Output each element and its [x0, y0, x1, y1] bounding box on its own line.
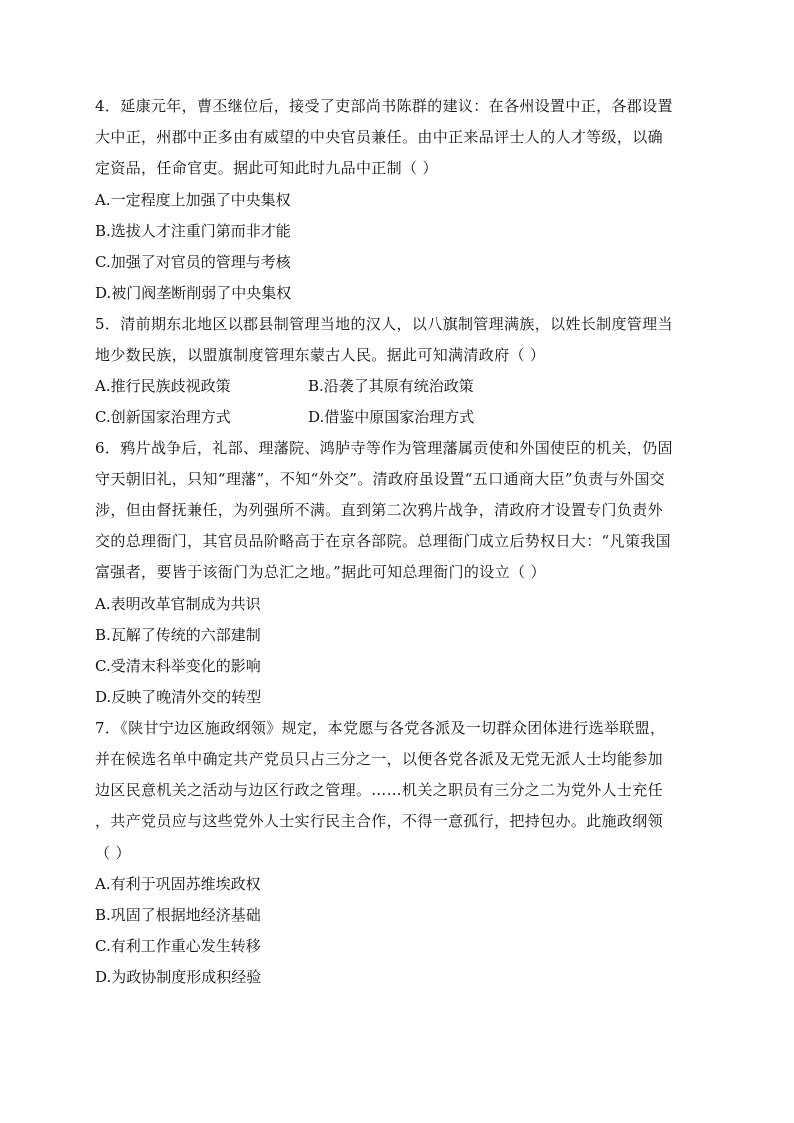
- question-7-option-c[interactable]: C.有利工作重心发生转移: [95, 937, 261, 955]
- question-7-stem-line-3: 边区民意机关之活动与边区行政之管理。……机关之职员有三分之二为党外人士充任: [95, 781, 663, 799]
- question-7-option-a[interactable]: A.有利于巩固苏维埃政权: [95, 875, 261, 893]
- question-5-option-a[interactable]: A.推行民族歧视政策: [95, 377, 231, 395]
- question-6-stem-line-4: 交的总理衙门，其官员品阶略高于在京各部院。总理衙门成立后势权日大：“凡策我国: [95, 532, 671, 550]
- question-7-stem-line-2: 并在候选名单中确定共产党员只占三分之一，以便各党各派及无党无派人士均能参加: [95, 750, 663, 768]
- question-6-stem-line-5: 富强者，要皆于该衙门为总汇之地。”据此可知总理衙门的设立（ ）: [95, 563, 546, 581]
- question-7-stem-line-4: ，共产党员应与这些党外人士实行民主合作，不得一意孤行，把持包办。此施政纲领: [95, 812, 663, 830]
- question-4-option-c[interactable]: C.加强了对官员的管理与考核: [95, 253, 291, 271]
- question-4-stem-line-3: 定资品，任命官吏。据此可知此时九品中正制（ ）: [95, 159, 438, 177]
- question-6-option-b[interactable]: B.瓦解了传统的六部建制: [95, 626, 261, 644]
- question-6-option-c[interactable]: C.受清末科举变化的影响: [95, 657, 261, 675]
- question-4-option-a[interactable]: A.一定程度上加强了中央集权: [95, 191, 291, 209]
- question-7-stem-line-1: 7．《陕甘宁边区施政纲领》规定，本党愿与各党各派及一切群众团体进行选举联盟，: [95, 719, 666, 737]
- question-7-stem-line-5: （ ）: [95, 844, 131, 862]
- question-6-option-a[interactable]: A.表明改革官制成为共识: [95, 595, 261, 613]
- question-5-stem-line-1: 5．清前期东北地区以郡县制管理当地的汉人，以八旗制管理满族，以姓长制度管理当: [95, 315, 673, 333]
- question-5-option-d[interactable]: D.借鉴中原国家治理方式: [308, 408, 475, 426]
- question-6-stem-line-3: 涉，但由督抚兼任，为列强所不满。直到第二次鸦片战争，清政府才设置专门负责外: [95, 501, 663, 519]
- question-4-stem-line-2: 大中正，州郡中正多由有威望的中央官员兼任。由中正来品评士人的人才等级，以确: [95, 128, 663, 146]
- question-6-option-d[interactable]: D.反映了晚清外交的转型: [95, 688, 262, 706]
- question-4-stem-line-1: 4．延康元年，曹丕继位后，接受了吏部尚书陈群的建议：在各州设置中正，各郡设置: [95, 97, 673, 115]
- question-6-stem-line-1: 6．鸦片战争后，礼部、理藩院、鸿胪寺等作为管理藩属贡使和外国使臣的机关，仍固: [95, 439, 673, 457]
- question-7-option-b[interactable]: B.巩固了根据地经济基础: [95, 906, 261, 924]
- question-4-option-b[interactable]: B.选拔人才注重门第而非才能: [95, 222, 291, 240]
- question-5-option-b[interactable]: B.沿袭了其原有统治政策: [308, 377, 474, 395]
- question-5-stem-line-2: 地少数民族，以盟旗制度管理东蒙古人民。据此可知满清政府（ ）: [95, 346, 546, 364]
- question-6-stem-line-2: 守天朝旧礼，只知“理藩”，不知“外交”。清政府虽设置“五口通商大臣”负责与外国交: [95, 470, 666, 488]
- question-5-option-c[interactable]: C.创新国家治理方式: [95, 408, 231, 426]
- question-4-option-d[interactable]: D.被门阀垄断削弱了中央集权: [95, 284, 292, 302]
- question-7-option-d[interactable]: D.为政协制度形成积经验: [95, 968, 262, 986]
